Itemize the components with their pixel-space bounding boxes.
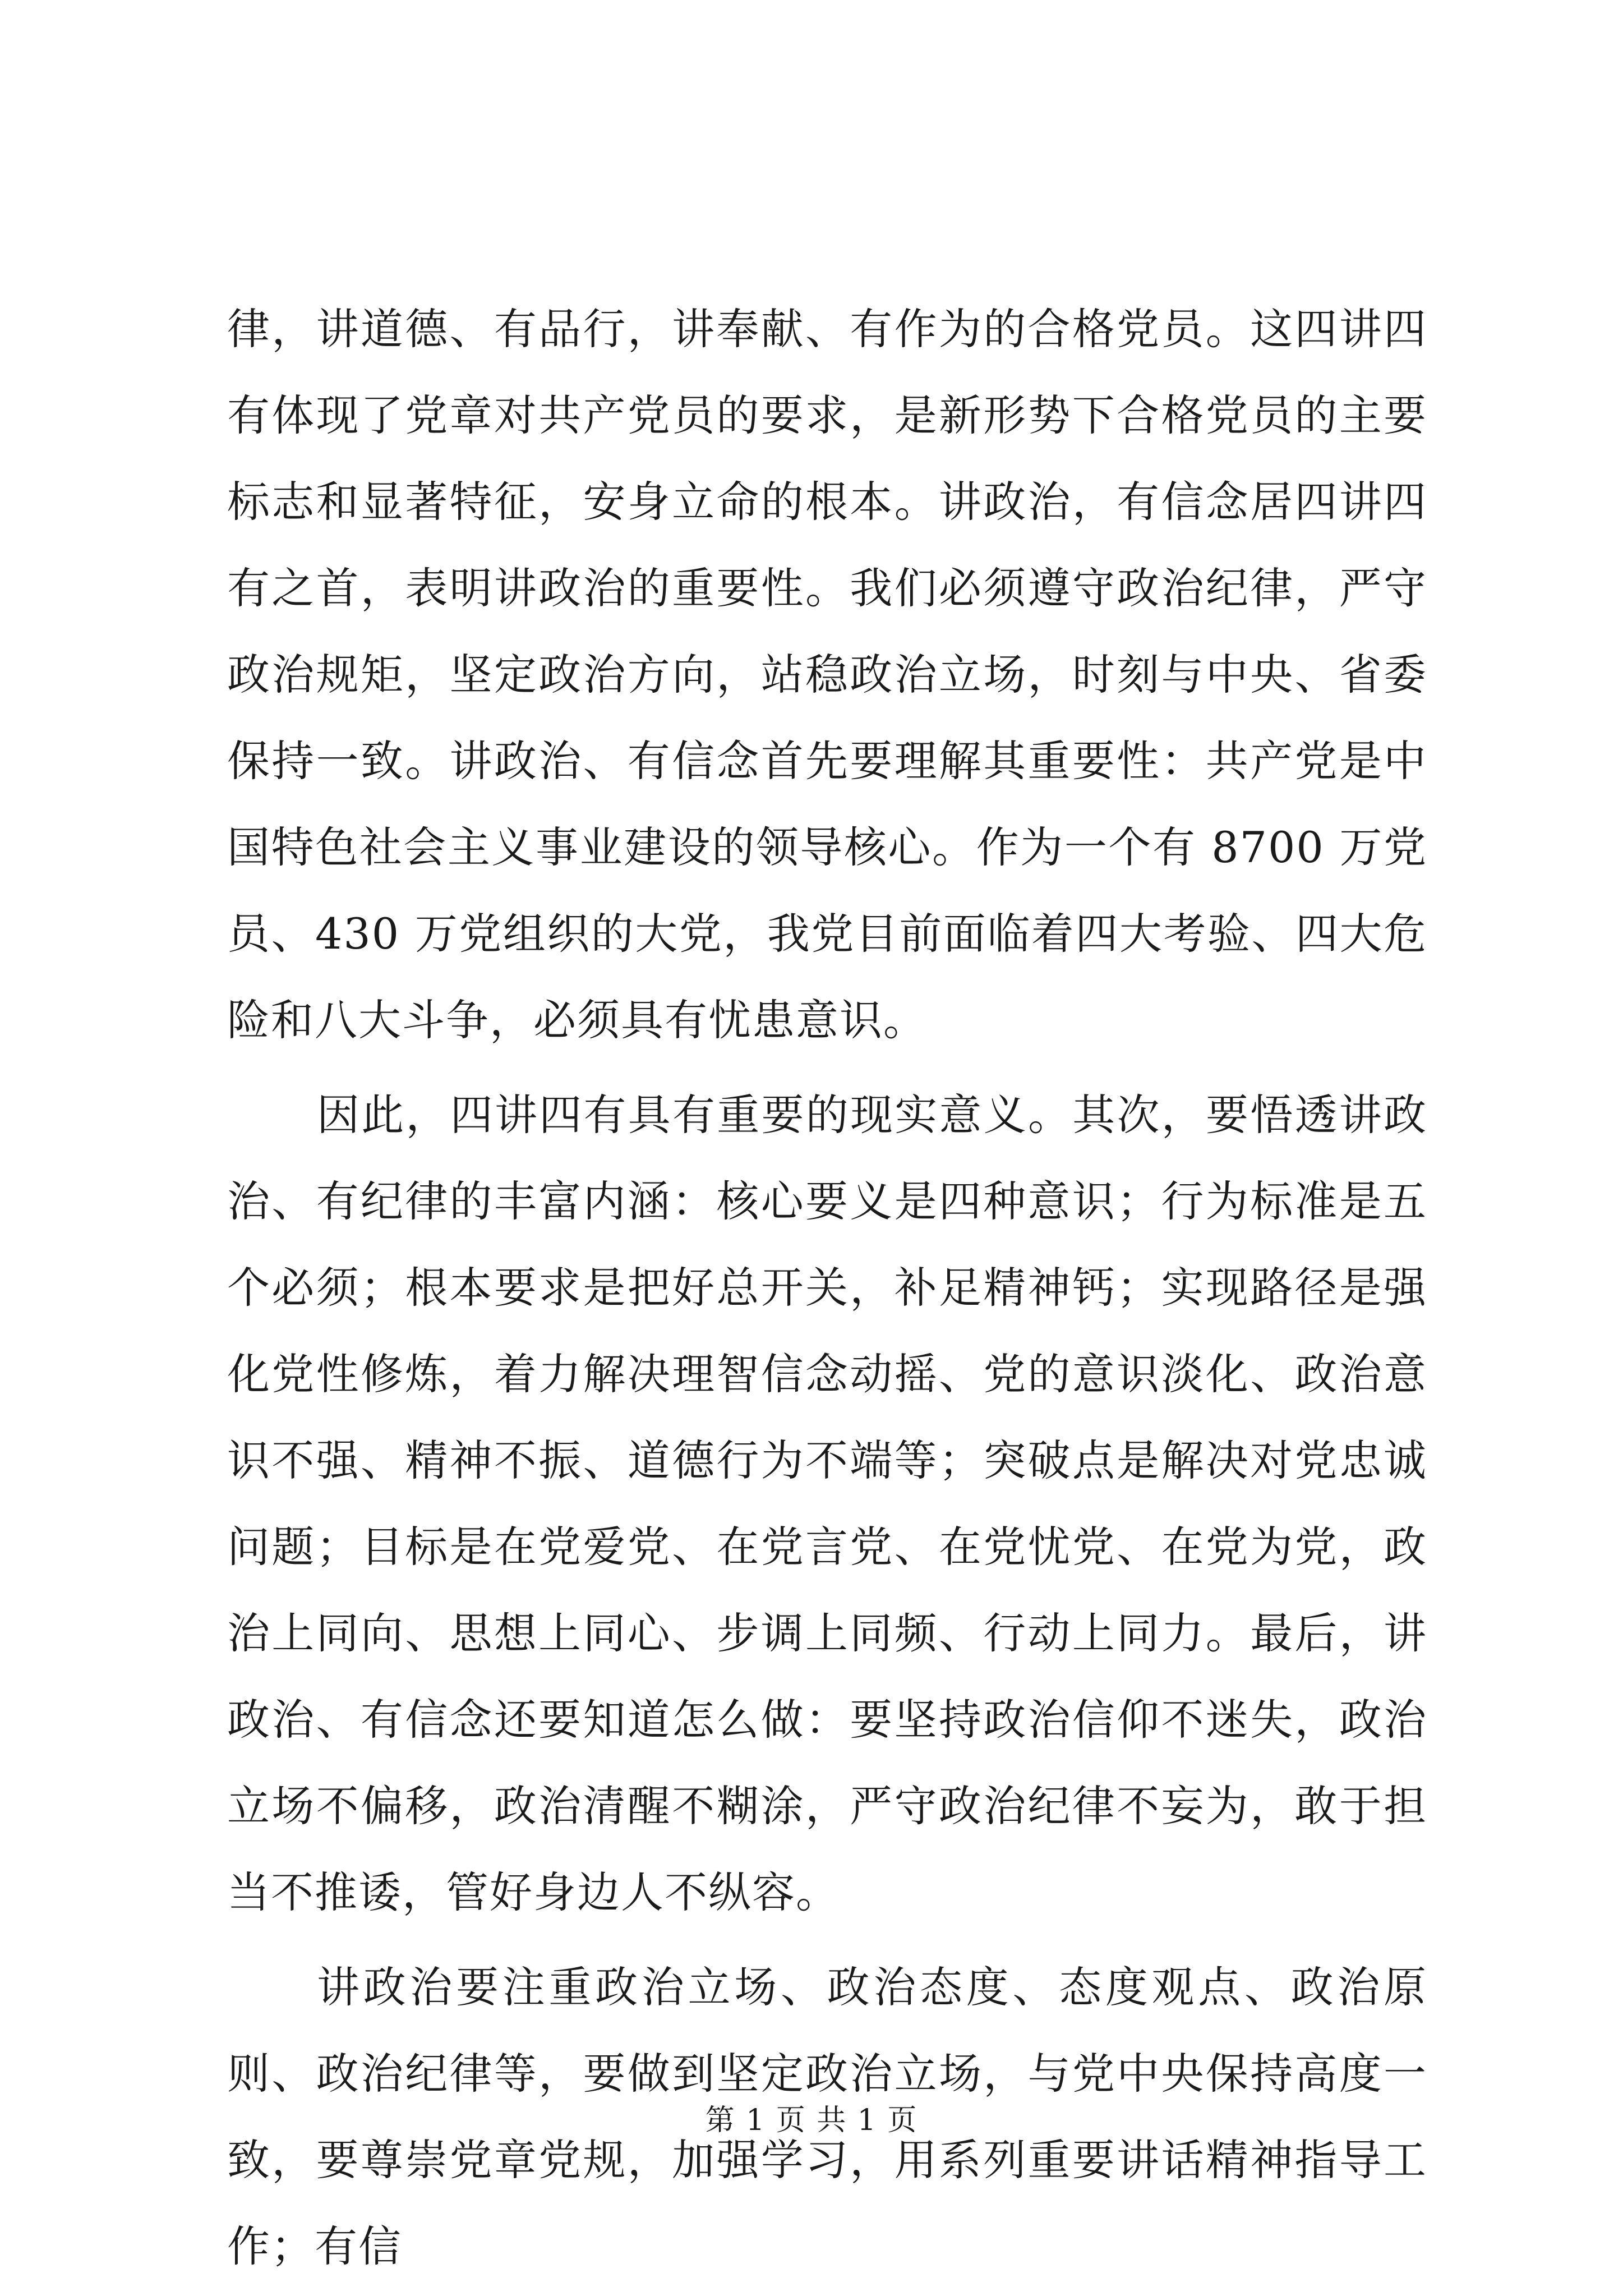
paragraph-3: 讲政治要注重政治立场、政治态度、态度观点、政治原则、政治纪律等，要做到坚定政治立场，与党中央保持高度一致，要尊崇党章党规，加强学习，用系列重要讲话精神指导工作；有信 xyxy=(227,1962,1427,2271)
paragraph-2: 因此，四讲四有具有重要的现实意义。其次，要悟透讲政治、有纪律的丰富内涵：核心要义是四种意识；行为标准是五个必须；根本要求是把好总开关，补足精神钙；实现路径是强化党性修炼，着力解决理智信念动摇、党的意识淡化、政治意识不强、精神不振、道德行为不端等；突破点是解决对党忠诚问题；目标是在党爱党、在党言党、在党忧党、在党为党，政治上同向、思想上同心、步调上同频、行动上同力。最后，讲政治、有信念还要知道怎么做：要坚持政治信仰不迷失，政治立场不偏移，政治清醒不糊涂，严守政治纪律不妄为，敢于担当不推诿，管好身边人不纵容。 xyxy=(227,1090,1427,1917)
paragraph-1: 律，讲道德、有品行，讲奉献、有作为的合格党员。这四讲四有体现了党章对共产党员的要求，是新形势下合格党员的主要标志和显著特征，安身立命的根本。讲政治，有信念居四讲四有之首，表明讲政治的重要性。我们必须遵守政治纪律，严守政治规矩，坚定政治方向，站稳政治立场，时刻与中央、省委保持一致。讲政治、有信念首先要理解其重要性：共产党是中国特色社会主义事业建设的领导核心。作为一个有 8700 万党员、430 万党组织的大党，我党目前面临着四大考验、四大危险和八大斗争，必须具有忧患意识。 xyxy=(227,304,1427,1045)
document-body xyxy=(227,286,1427,2290)
page-number-label: 第 1 页 共 1 页 xyxy=(705,2104,918,2137)
page-footer xyxy=(0,2101,1623,2140)
